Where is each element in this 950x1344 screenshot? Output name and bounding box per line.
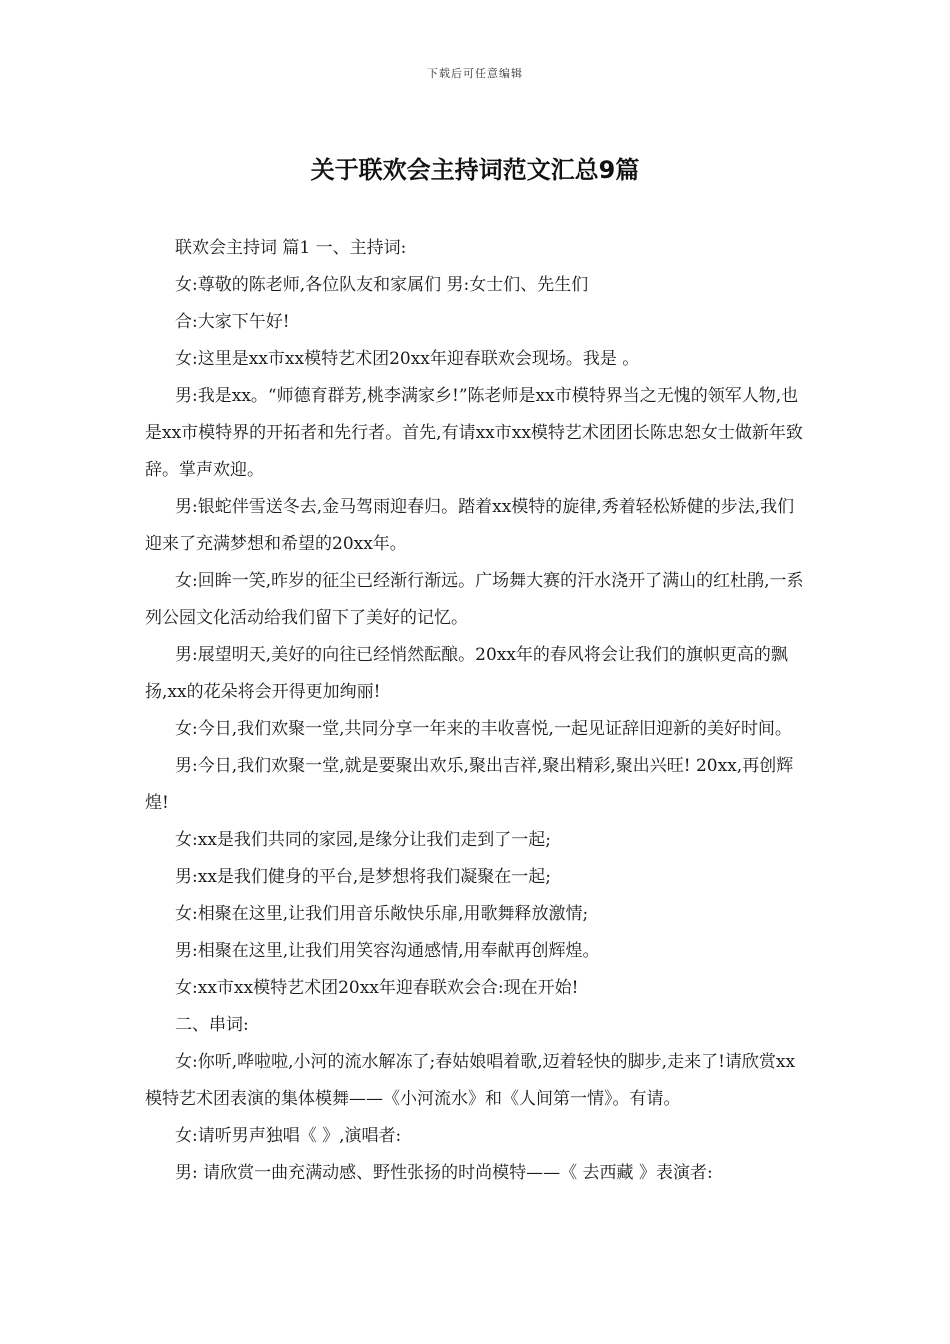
paragraph: 男:我是xx。“师德育群芳,桃李满家乡!”陈老师是xx市模特界当之无愧的领军人物,也是xx市模特界的开拓者和先行者。首先,有请xx市xx模特艺术团团长陈忠恕女士做新年致辞。掌声欢迎。 <box>145 386 803 480</box>
paragraph: 女:请听男声独唱《 》,演唱者: <box>175 1126 402 1146</box>
paragraph: 女:回眸一笑,昨岁的征尘已经渐行渐远。广场舞大赛的汗水浇开了满山的红杜鹃,一系列公园文化活动给我们留下了美好的记忆。 <box>145 571 804 628</box>
paragraph: 女:今日,我们欢聚一堂,共同分享一年来的丰收喜悦,一起见证辞旧迎新的美好时间。 <box>175 719 792 739</box>
document-body <box>145 230 810 1192</box>
paragraph: 合:大家下午好! <box>175 312 290 332</box>
header-note: 下载后可任意编辑 <box>427 67 523 80</box>
paragraph: 女:你听,哗啦啦,小河的流水解冻了;春姑娘唱着歌,迈着轻快的脚步,走来了!请欣赏xx模特艺术团表演的集体模舞——《小河流水》和《人间第一情》。有请。 <box>145 1052 796 1109</box>
paragraph: 男:展望明天,美好的向往已经悄然酝酿。20xx年的春风将会让我们的旗帜更高的飘扬,xx的花朵将会开得更加绚丽! <box>145 645 788 702</box>
paragraph: 女:相聚在这里,让我们用音乐敞快乐扉,用歌舞释放激情; <box>175 904 589 924</box>
paragraph: 女:xx市xx模特艺术团20xx年迎春联欢会合:现在开始! <box>175 978 579 998</box>
paragraph: 男:今日,我们欢聚一堂,就是要聚出欢乐,聚出吉祥,聚出精彩,聚出兴旺! 20xx,再创辉煌! <box>145 756 794 813</box>
paragraph: 女:xx是我们共同的家园,是缘分让我们走到了一起; <box>175 830 552 850</box>
paragraph: 女:这里是xx市xx模特艺术团20xx年迎春联欢会现场。我是 。 <box>175 349 640 369</box>
paragraph: 男:银蛇伴雪送冬去,金马驾雨迎春归。踏着xx模特的旋律,秀着轻松矫健的步法,我们迎来了充满梦想和希望的20xx年。 <box>145 497 795 554</box>
paragraph: 男: 请欣赏一曲充满动感、野性张扬的时尚模特——《 去西藏 》表演者: <box>175 1163 713 1183</box>
section-heading: 二、串词: <box>175 1015 249 1035</box>
paragraph: 男:xx是我们健身的平台,是梦想将我们凝聚在一起; <box>175 867 552 887</box>
paragraph: 男:相聚在这里,让我们用笑容沟通感情,用奉献再创辉煌。 <box>175 941 600 961</box>
document-title: 关于联欢会主持词范文汇总9篇 <box>310 156 640 184</box>
paragraph: 女:尊敬的陈老师,各位队友和家属们 男:女士们、先生们 <box>175 275 589 295</box>
paragraph: 联欢会主持词 篇1 一、主持词: <box>175 238 407 258</box>
